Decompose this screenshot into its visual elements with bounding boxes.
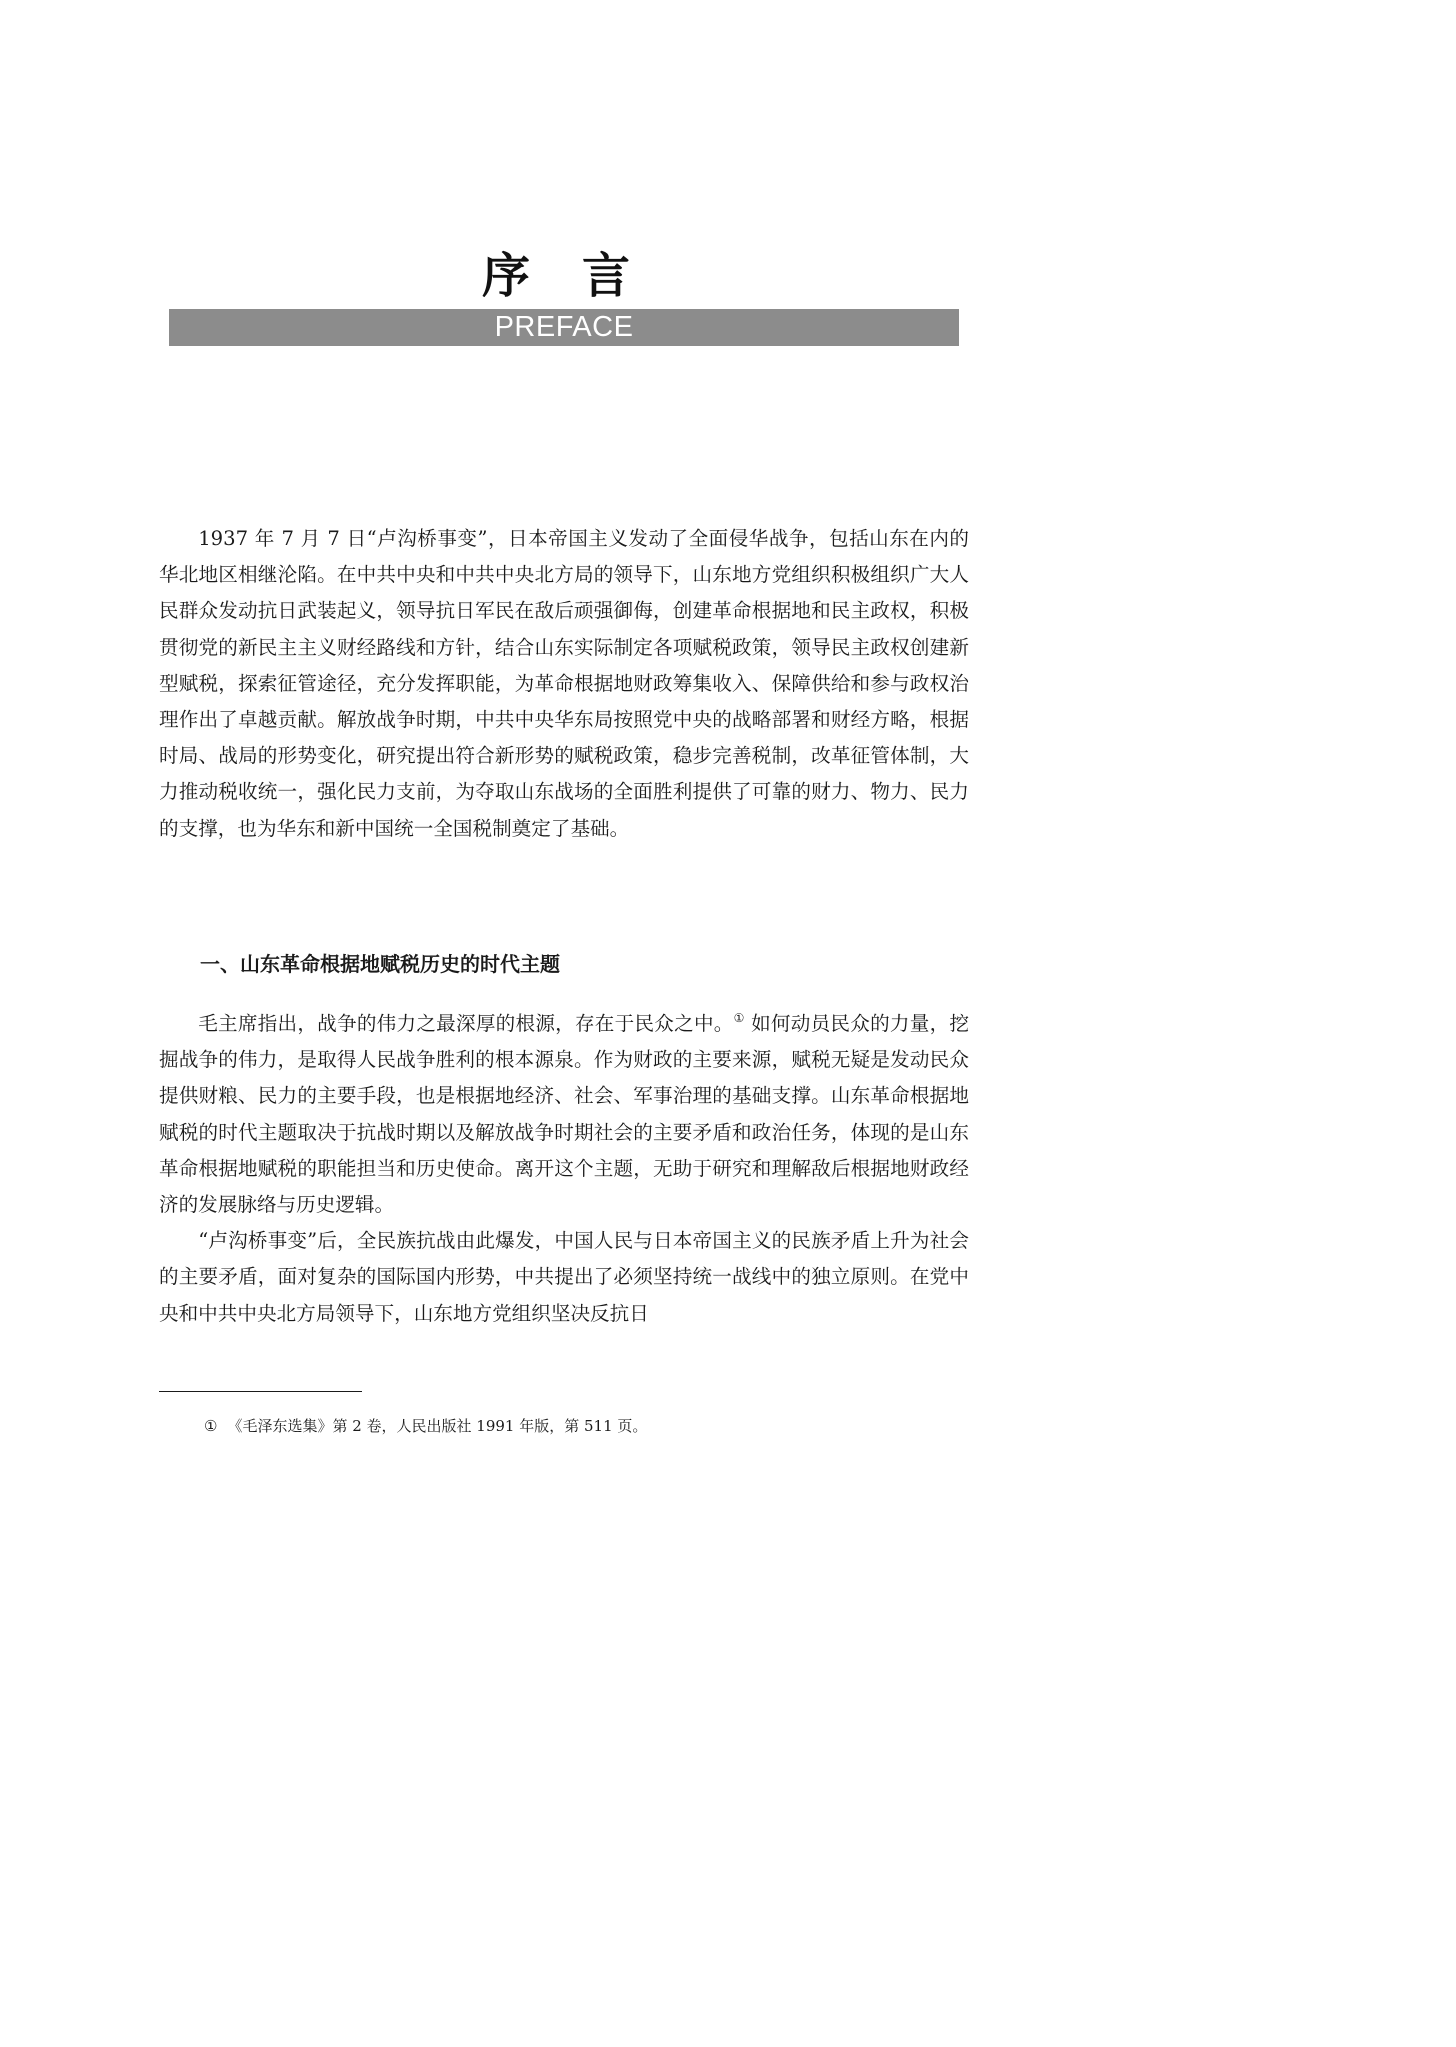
body-paragraph xyxy=(159,1006,969,1223)
body-paragraph: 1937 年 7 月 7 日“卢沟桥事变”，日本帝国主义发动了全面侵华战争，包括山东在内的华北地区相继沦陷。在中共中央和中共中央北方局的领导下，山东地方党组织积极组织广大人民群众发动抗日武装起义，领导抗日军民在敌后顽强御侮，创建革命根据地和民主政权，积极贯彻党的新民主主义财经路线和方针，结合山东实际制定各项赋税政策，领导民主政权创建新型赋税，探索征管途径，充分发挥职能，为革命根据地财政筹集收入、保障供给和参与政权治理作出了卓越贡献。解放战争时期，中共中央华东局按照党中央的战略部署和财经方略，根据时局、战局的形势变化，研究提出符合新形势的赋税政策，稳步完善税制，改革征管体制，大力推动税收统一，强化民力支前，为夺取山东战场的全面胜利提供了可靠的财力、物力、民力的支撑，也为华东和新中国统一全国税制奠定了基础。 xyxy=(159,527,969,840)
title-banner xyxy=(169,309,959,346)
footnote-divider xyxy=(159,1391,362,1392)
footnote-mark: ① xyxy=(204,1417,218,1435)
section-body-block xyxy=(159,1006,969,1332)
footnote xyxy=(204,1415,647,1437)
section-heading: 一、山东革命根据地赋税历史的时代主题 xyxy=(200,952,560,976)
page-title: 序言 xyxy=(481,248,682,304)
intro-paragraph-block xyxy=(159,521,969,847)
paragraph-text: 毛主席指出，战争的伟力之最深厚的根源，存在于民众之中。 xyxy=(198,1012,734,1035)
paragraph-text: 如何动员民众的力量，挖掘战争的伟力，是取得人民战争胜利的根本源泉。作为财政的主要来源，赋税无疑是发动民众提供财粮、民力的主要手段，也是根据地经济、社会、军事治理的基础支撑。山东革命根据地赋税的时代主题取决于抗战时期以及解放战争时期社会的主要矛盾和政治任务，体现的是山东革命根据地赋税的职能担当和历史使命。离开这个主题，无助于研究和理解敌后根据地财政经济的发展脉络与历史逻辑。 xyxy=(159,1012,969,1217)
page-subtitle: PREFACE xyxy=(494,311,634,343)
footnote-reference[interactable]: ① xyxy=(733,1011,745,1025)
footnote-text: 《毛泽东选集》第 2 卷，人民出版社 1991 年版，第 511 页。 xyxy=(227,1417,648,1435)
body-paragraph: “卢沟桥事变”后，全民族抗战由此爆发，中国人民与日本帝国主义的民族矛盾上升为社会的主要矛盾，面对复杂的国际国内形势，中共提出了必须坚持统一战线中的独立原则。在党中央和中共中央北方局领导下，山东地方党组织坚决反抗日 xyxy=(159,1229,969,1325)
